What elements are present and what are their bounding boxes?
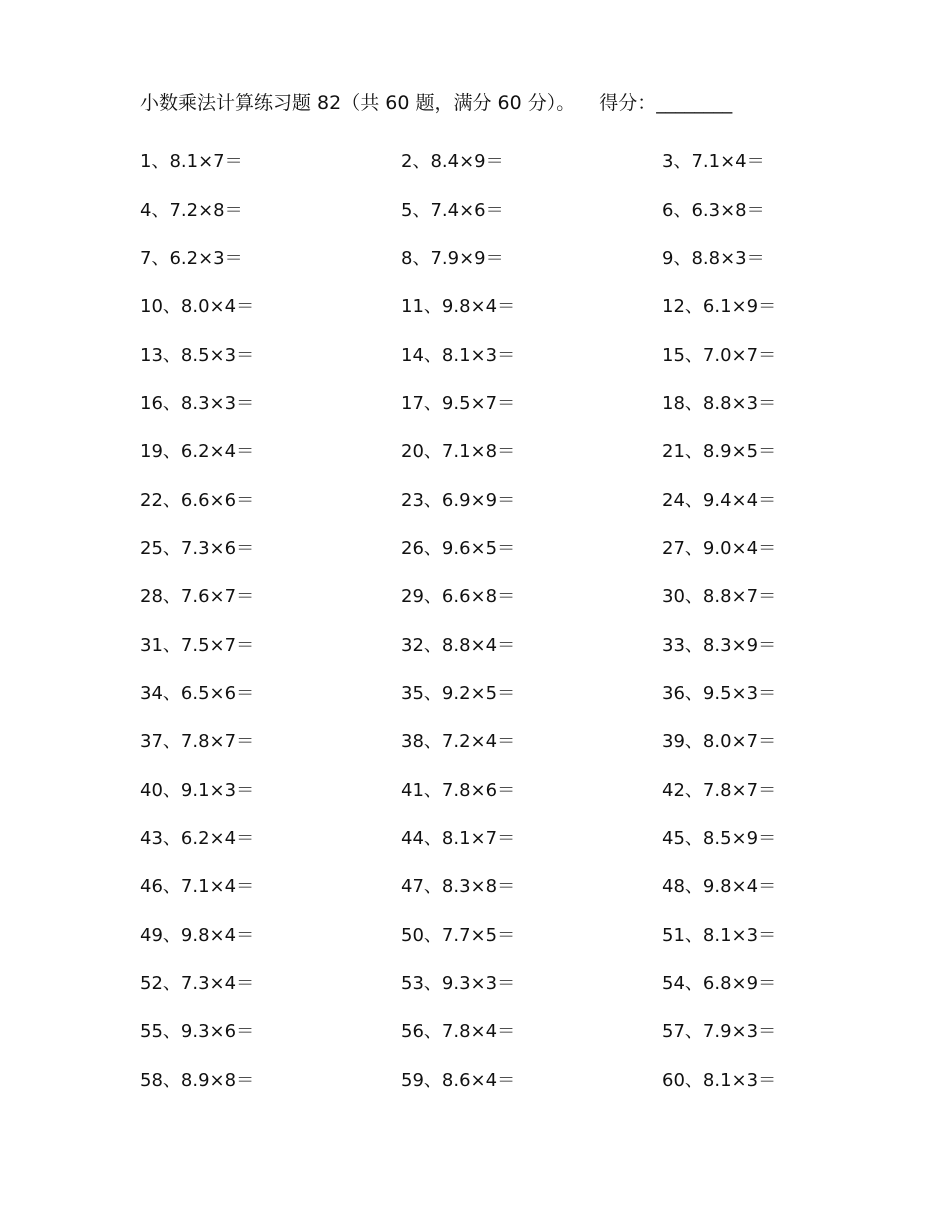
problem-item: 52、7.3×4＝ [140, 973, 255, 995]
problem-row [140, 960, 840, 1008]
score-blank[interactable]: ________ [656, 92, 733, 114]
problem-item: 18、8.8×3＝ [662, 392, 777, 414]
problem-item: 23、6.9×9＝ [401, 489, 516, 511]
problem-item: 25、7.3×6＝ [140, 537, 255, 559]
problem-row [140, 573, 840, 621]
problem-item: 11、9.8×4＝ [401, 296, 516, 318]
problem-item: 49、9.8×4＝ [140, 924, 255, 946]
problem-item: 40、9.1×3＝ [140, 779, 255, 801]
problem-item: 10、8.0×4＝ [140, 296, 255, 318]
problem-item: 20、7.1×8＝ [401, 441, 516, 463]
problem-row [140, 283, 840, 331]
problem-row [140, 138, 840, 186]
problem-item: 22、6.6×6＝ [140, 489, 255, 511]
problem-row [140, 815, 840, 863]
problem-item: 9、8.8×3＝ [662, 247, 765, 269]
problem-item: 59、8.6×4＝ [401, 1069, 516, 1091]
worksheet-title: 小数乘法计算练习题 82（共 60 题，满分 60 分）。 [140, 92, 576, 114]
problem-grid [140, 138, 840, 1105]
problem-item: 47、8.3×8＝ [401, 876, 516, 898]
problem-item: 46、7.1×4＝ [140, 876, 255, 898]
problem-item: 16、8.3×3＝ [140, 392, 255, 414]
problem-item: 24、9.4×4＝ [662, 489, 777, 511]
problem-row [140, 525, 840, 573]
problem-item: 12、6.1×9＝ [662, 296, 777, 318]
problem-row [140, 428, 840, 476]
problem-row [140, 621, 840, 669]
problem-row [140, 766, 840, 814]
problem-item: 38、7.2×4＝ [401, 731, 516, 753]
worksheet-header [140, 88, 732, 118]
problem-row [140, 476, 840, 524]
problem-row [140, 186, 840, 234]
problem-item: 26、9.6×5＝ [401, 537, 516, 559]
problem-item: 51、8.1×3＝ [662, 924, 777, 946]
problem-item: 39、8.0×7＝ [662, 731, 777, 753]
problem-item: 37、7.8×7＝ [140, 731, 255, 753]
problem-item: 53、9.3×3＝ [401, 973, 516, 995]
problem-item: 2、8.4×9＝ [401, 151, 504, 173]
problem-row [140, 1057, 840, 1105]
problem-row [140, 912, 840, 960]
problem-row [140, 235, 840, 283]
problem-item: 34、6.5×6＝ [140, 682, 255, 704]
problem-item: 5、7.4×6＝ [401, 199, 504, 221]
problem-item: 43、6.2×4＝ [140, 827, 255, 849]
problem-item: 44、8.1×7＝ [401, 827, 516, 849]
problem-item: 7、6.2×3＝ [140, 247, 243, 269]
problem-item: 56、7.8×4＝ [401, 1021, 516, 1043]
problem-item: 17、9.5×7＝ [401, 392, 516, 414]
problem-item: 58、8.9×8＝ [140, 1069, 255, 1091]
problem-item: 32、8.8×4＝ [401, 634, 516, 656]
problem-item: 27、9.0×4＝ [662, 537, 777, 559]
problem-item: 6、6.3×8＝ [662, 199, 765, 221]
problem-item: 54、6.8×9＝ [662, 973, 777, 995]
problem-item: 30、8.8×7＝ [662, 586, 777, 608]
problem-item: 35、9.2×5＝ [401, 682, 516, 704]
problem-item: 29、6.6×8＝ [401, 586, 516, 608]
problem-item: 57、7.9×3＝ [662, 1021, 777, 1043]
problem-item: 21、8.9×5＝ [662, 441, 777, 463]
problem-row [140, 331, 840, 379]
problem-item: 48、9.8×4＝ [662, 876, 777, 898]
problem-item: 33、8.3×9＝ [662, 634, 777, 656]
problem-item: 28、7.6×7＝ [140, 586, 255, 608]
problem-item: 55、9.3×6＝ [140, 1021, 255, 1043]
problem-row [140, 380, 840, 428]
problem-item: 60、8.1×3＝ [662, 1069, 777, 1091]
score-label: 得分： [599, 92, 657, 114]
problem-item: 19、6.2×4＝ [140, 441, 255, 463]
problem-row [140, 863, 840, 911]
score-field [599, 92, 732, 114]
problem-row [140, 1008, 840, 1056]
problem-item: 42、7.8×7＝ [662, 779, 777, 801]
problem-row [140, 670, 840, 718]
problem-item: 3、7.1×4＝ [662, 151, 765, 173]
problem-item: 15、7.0×7＝ [662, 344, 777, 366]
problem-item: 8、7.9×9＝ [401, 247, 504, 269]
problem-row [140, 718, 840, 766]
problem-item: 4、7.2×8＝ [140, 199, 243, 221]
problem-item: 50、7.7×5＝ [401, 924, 516, 946]
problem-item: 31、7.5×7＝ [140, 634, 255, 656]
problem-item: 1、8.1×7＝ [140, 151, 243, 173]
problem-item: 41、7.8×6＝ [401, 779, 516, 801]
problem-item: 14、8.1×3＝ [401, 344, 516, 366]
problem-item: 36、9.5×3＝ [662, 682, 777, 704]
problem-item: 13、8.5×3＝ [140, 344, 255, 366]
problem-item: 45、8.5×9＝ [662, 827, 777, 849]
